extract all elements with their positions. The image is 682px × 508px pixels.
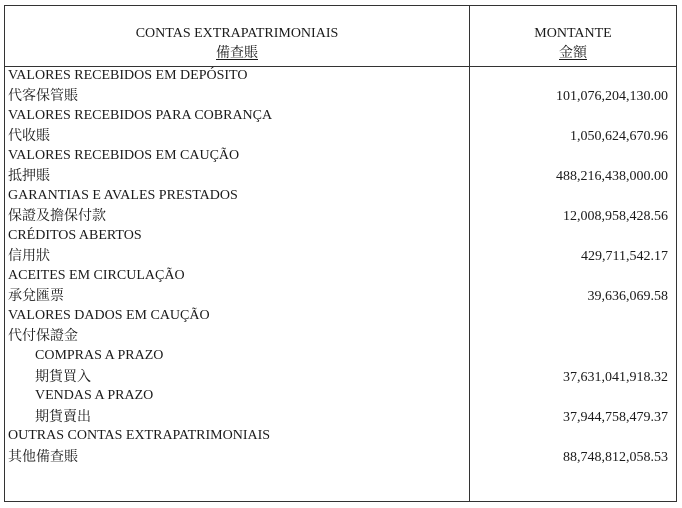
- table-row: [5, 327, 676, 347]
- row-label: VALORES RECEBIDOS EM CAUÇÃO: [8, 148, 240, 163]
- table-row: [5, 247, 676, 267]
- off-balance-sheet-table: [4, 5, 677, 502]
- header-accounts: [5, 24, 469, 64]
- table-row: [5, 167, 676, 187]
- table-row: [5, 146, 676, 166]
- row-label: 承兌匯票: [8, 289, 64, 304]
- table-row: [5, 87, 676, 107]
- row-label: 期貨賣出: [35, 410, 91, 425]
- table-row: [5, 226, 676, 246]
- table-row: [5, 207, 676, 227]
- table-row: [5, 186, 676, 206]
- row-amount: 37,631,041,918.32: [563, 370, 668, 385]
- row-label: VENDAS A PRAZO: [35, 388, 154, 403]
- table-row: [5, 408, 676, 428]
- row-label: 其他備查賬: [8, 450, 78, 465]
- row-amount: 37,944,758,479.37: [563, 410, 668, 425]
- row-label: ACEITES EM CIRCULAÇÃO: [8, 268, 185, 283]
- row-amount: 429,711,542.17: [581, 249, 668, 264]
- row-label: 代客保管賬: [8, 89, 78, 104]
- table-row: [5, 127, 676, 147]
- row-amount: 1,050,624,670.96: [570, 129, 668, 144]
- row-label: 期貨買入: [35, 370, 91, 385]
- table-row: [5, 386, 676, 406]
- row-label: CRÉDITOS ABERTOS: [8, 228, 142, 243]
- row-label: 抵押賬: [8, 169, 50, 184]
- header-accounts-zh: 備查賬: [216, 46, 258, 61]
- row-amount: 39,636,069.58: [587, 289, 668, 304]
- table-row: [5, 106, 676, 126]
- row-amount: 88,748,812,058.53: [563, 450, 668, 465]
- row-label: GARANTIAS E AVALES PRESTADOS: [8, 188, 238, 203]
- table-row: [5, 287, 676, 307]
- row-amount: 101,076,204,130.00: [556, 89, 668, 104]
- table-row: [5, 448, 676, 468]
- table-row: [5, 368, 676, 388]
- row-label: VALORES RECEBIDOS PARA COBRANÇA: [8, 108, 273, 123]
- row-label: 信用狀: [8, 249, 50, 264]
- row-label: 代付保證金: [8, 329, 78, 344]
- header-amount: [470, 24, 676, 64]
- row-label: 代收賬: [8, 129, 50, 144]
- table-row: [5, 306, 676, 326]
- row-label: VALORES DADOS EM CAUÇÃO: [8, 308, 210, 323]
- table-row: [5, 346, 676, 366]
- table-row: [5, 266, 676, 286]
- row-amount: 488,216,438,000.00: [556, 169, 668, 184]
- row-label: COMPRAS A PRAZO: [35, 348, 164, 363]
- header-amount-zh: 金額: [559, 46, 587, 61]
- table-row: [5, 426, 676, 446]
- row-label: OUTRAS CONTAS EXTRAPATRIMONIAIS: [8, 428, 271, 443]
- table-row: [5, 66, 676, 86]
- row-label: 保證及擔保付款: [8, 209, 106, 224]
- row-label: VALORES RECEBIDOS EM DEPÓSITO: [8, 68, 248, 83]
- header-amount-pt: MONTANTE: [534, 26, 612, 41]
- header-accounts-pt: CONTAS EXTRAPATRIMONIAIS: [135, 26, 339, 41]
- row-amount: 12,008,958,428.56: [563, 209, 668, 224]
